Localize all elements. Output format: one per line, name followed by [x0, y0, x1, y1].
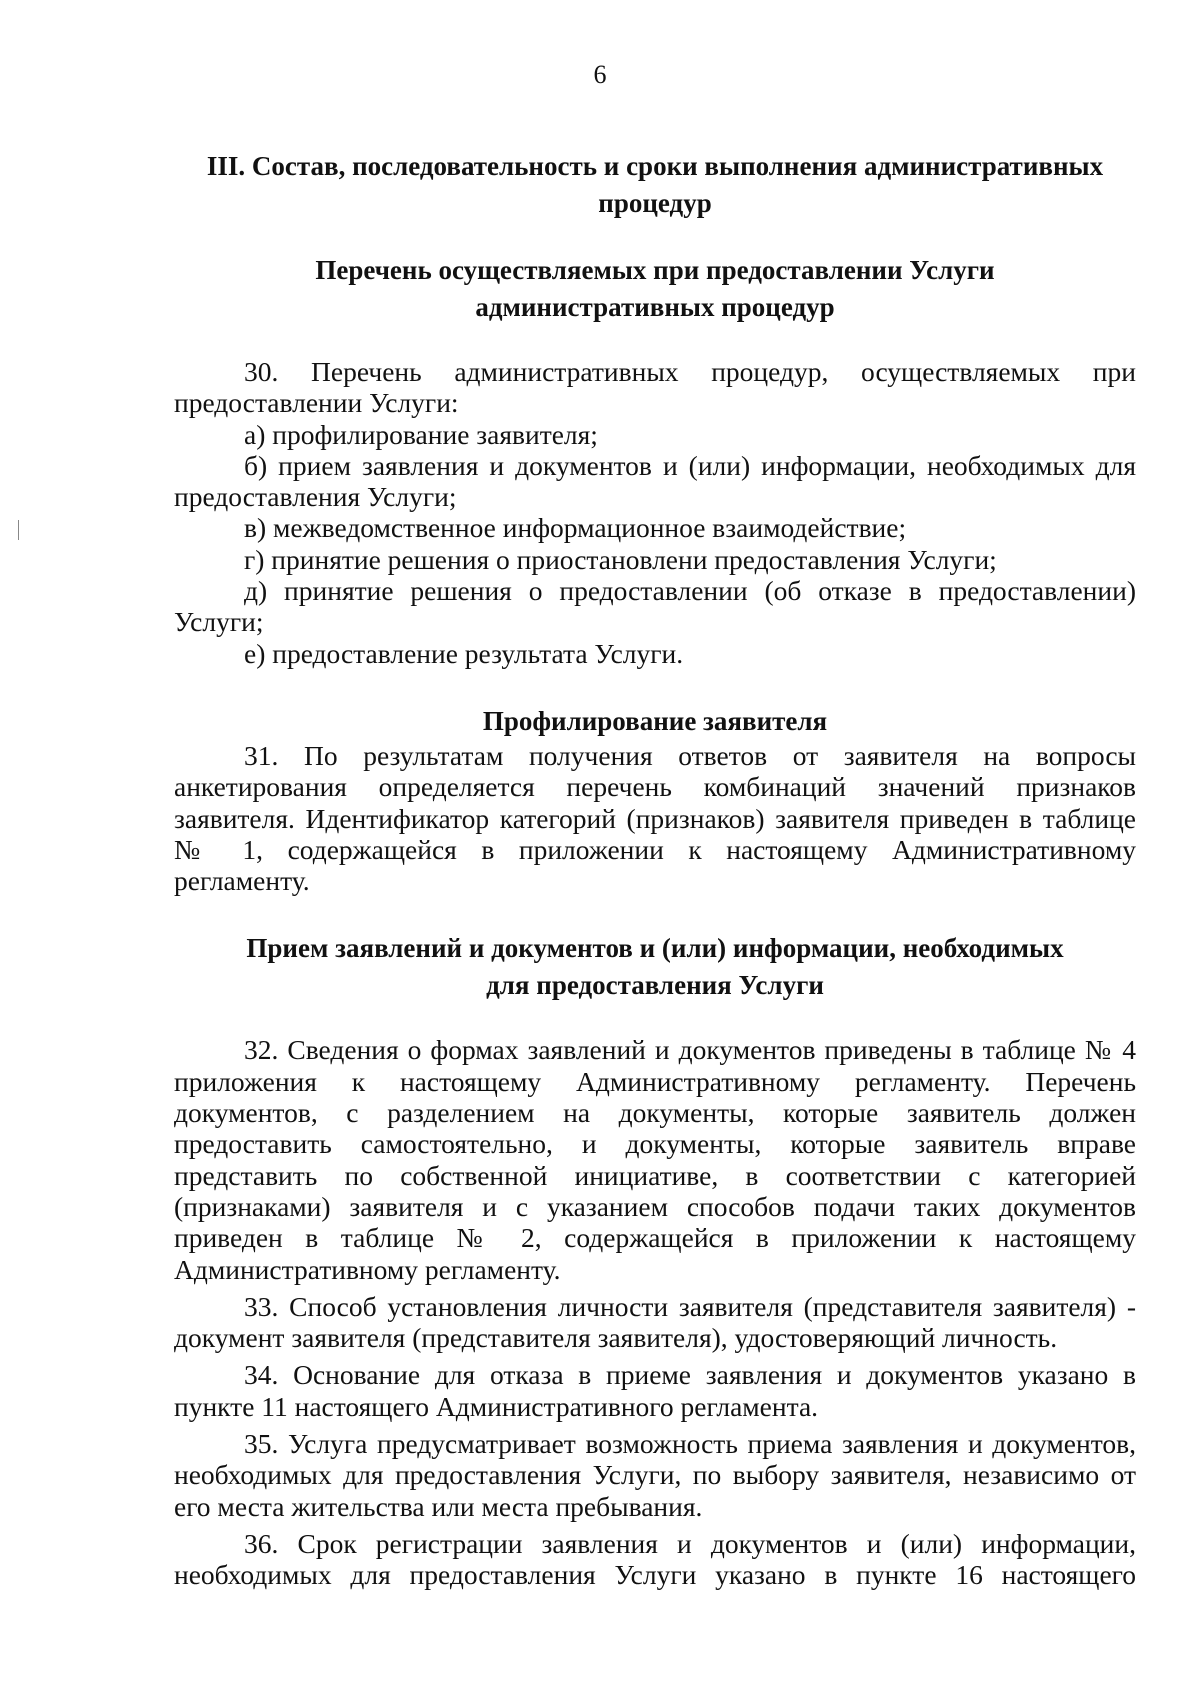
- list-item-v: в) межведомственное информационное взаимодействие;: [244, 512, 907, 544]
- subheading-line-2: административных процедур: [475, 292, 835, 322]
- document-body: [174, 148, 1136, 1591]
- section-heading-line-2: процедур: [598, 188, 712, 218]
- section-heading-line-1: III. Состав, последовательность и сроки выполнения административных: [206, 151, 1104, 181]
- subheading-procedure-list: [174, 252, 1136, 326]
- heading-reception-line-2: для предоставления Услуги: [486, 970, 824, 1001]
- heading-reception: [174, 930, 1136, 1004]
- list-item-d: д) принятие решения о предоставлении (об отказе в предоставлении) Услуги;: [174, 575, 1136, 638]
- paragraph-35: 35. Услуга предусматривает возможность приема заявления и документов, необходимых для предоставления Услуги, по выбору заявителя, независимо от его места жительства или места пребывания.: [174, 1428, 1136, 1522]
- list-item-e: е) предоставление результата Услуги.: [244, 637, 684, 669]
- list-item-b: б) прием заявления и документов и (или) информации, необходимых для предоставления Услуги;: [174, 449, 1136, 513]
- paragraph-32: 32. Сведения о формах заявлений и документов приведены в таблице № 4 приложения к настоящему Административному регламенту. Перечень документов, с разделением на документы, которые заявитель должен предоставить самостоятельно, и документы, которые заявитель вправе представить по собственной инициативе, в соответствии с категорией (признаками) заявителя и с указанием способов подачи таких документов приведен в таблице № 2, содержащейся в приложении к настоящему Административному регламенту.: [174, 1034, 1136, 1285]
- paragraph-36: 36. Срок регистрации заявления и документов и (или) информации, необходимых для предоставления Услуги указано в пункте 16 настоящего: [174, 1527, 1136, 1591]
- scan-margin-mark: [18, 520, 19, 540]
- heading-reception-line-1: Прием заявлений и документов и (или) информации, необходимых: [246, 933, 1064, 964]
- subheading-line-1: Перечень осуществляемых при предоставлении Услуги: [315, 255, 995, 285]
- section-heading: [174, 148, 1136, 222]
- paragraph-33: 33. Способ установления личности заявителя (представителя заявителя) - документ заявителя (представителя заявителя), удостоверяющий личность.: [174, 1290, 1136, 1354]
- paragraph-31: 31. По результатам получения ответов от заявителя на вопросы анкетирования определяется перечень комбинаций значений признаков заявителя. Идентификатор категорий (признаков) заявителя приведен в таблице № 1, содержащейся в приложении к настоящему Административному регламенту.: [174, 739, 1136, 897]
- page-number: 6: [593, 60, 607, 89]
- list-item-g: г) принятие решения о приостановлени предоставления Услуги;: [244, 543, 997, 575]
- paragraph-30: 30. Перечень административных процедур, осуществляемых при предоставлении Услуги:: [174, 356, 1136, 419]
- heading-profiling: Профилирование заявителя: [482, 705, 828, 736]
- paragraph-34: 34. Основание для отказа в приеме заявления и документов указано в пункте 11 настоящего Административного регламента.: [174, 1359, 1136, 1422]
- list-item-a: а) профилирование заявителя;: [244, 418, 598, 450]
